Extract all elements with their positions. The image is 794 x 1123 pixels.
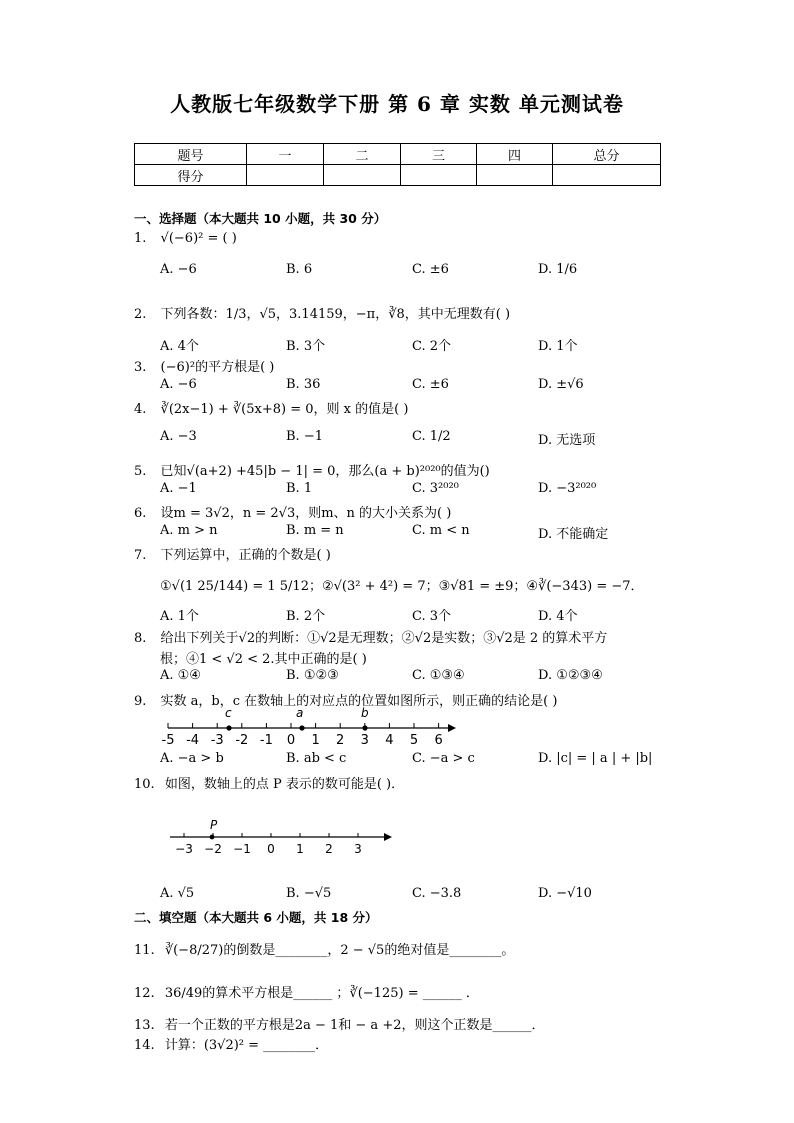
point-label-p: P <box>210 818 218 832</box>
score-header-cell: 二 <box>324 144 401 165</box>
option-b: B. 1 <box>286 481 313 496</box>
page-title: 人教版七年级数学下册 第 6 章 实数 单元测试卷 <box>170 92 624 116</box>
question-7-statements: ①√(1 25/144) = 1 5/12；②√(3² + 4²) = 7；③√81 = ±9；④∛(−343) = −7． <box>160 579 644 594</box>
point-label-a: a <box>296 706 304 720</box>
axis-tick-label: 6 <box>434 733 443 748</box>
option-d: D. 无选项 <box>538 433 596 448</box>
option-a: A. √5 <box>160 886 195 901</box>
score-header-cell: 总分 <box>553 144 661 165</box>
option-c: C. m < n <box>412 523 470 538</box>
arrow-icon <box>384 833 392 841</box>
question-text: 已知√(a+2) +45|b − 1| = 0，那么(a + b)²⁰²⁰的值为() <box>160 464 490 479</box>
number-line-figure-q10 <box>160 815 400 861</box>
question-number: 5. <box>134 464 147 479</box>
question-number: 10. <box>134 777 155 792</box>
axis-tick-label: 1 <box>296 842 304 856</box>
score-header-cell: 题号 <box>135 144 247 165</box>
axis-tick-label: −2 <box>204 842 222 856</box>
question-12 <box>134 982 479 1001</box>
question-10 <box>134 773 404 792</box>
score-cell <box>247 165 324 186</box>
axis-tick-label: -3 <box>210 733 224 748</box>
question-13 <box>134 1014 544 1033</box>
question-number: 9. <box>134 694 147 709</box>
option-d: D. ①②③④ <box>538 668 603 683</box>
axis-tick-label: 3 <box>360 733 369 748</box>
question-text: 给出下列关于√2的判断：①√2是无理数；②√2是实数；③√2是 2 的算术平方 <box>160 631 608 646</box>
score-table-header-row <box>135 144 661 165</box>
option-a: A. −a > b <box>160 751 224 766</box>
score-header-cell: 一 <box>247 144 324 165</box>
option-c: C. 3个 <box>412 609 452 624</box>
option-d: D. 1个 <box>538 339 578 354</box>
option-b: B. −1 <box>286 429 323 444</box>
question-text: ∛(2x−1) + ∛(5x+8) = 0，则 x 的值是( ) <box>160 402 409 417</box>
option-b: B. m = n <box>286 523 344 538</box>
option-b: B. ①②③ <box>286 668 339 683</box>
option-b: B. −√5 <box>286 886 332 901</box>
axis-tick-label: 3 <box>354 842 362 856</box>
option-b: B. 6 <box>286 262 313 277</box>
option-a: A. −1 <box>160 481 197 496</box>
axis-tick-label: -2 <box>235 733 249 748</box>
question-text: (−6)²的平方根是( ) <box>160 360 275 375</box>
option-a: A. −3 <box>160 429 197 444</box>
option-d: D. −√10 <box>538 886 592 901</box>
question-number: 7. <box>134 548 147 563</box>
question-text: 实数 a，b，c 在数轴上的对应点的位置如图所示，则正确的结论是( ) <box>160 694 558 709</box>
axis-tick-label: 2 <box>325 842 333 856</box>
question-text: 计算：(3√2)² = ________． <box>164 1038 329 1053</box>
question-8 <box>134 627 607 646</box>
question-4 <box>134 398 408 417</box>
option-c: C. ①③④ <box>412 668 465 683</box>
question-number: 4. <box>134 402 147 417</box>
option-c: C. 2个 <box>412 339 452 354</box>
point-label-b: b <box>361 706 369 720</box>
question-11 <box>134 939 514 958</box>
axis-tick-label: -5 <box>161 733 175 748</box>
question-1 <box>134 231 237 246</box>
option-a: A. 1个 <box>160 609 199 624</box>
question-number: 14. <box>134 1038 155 1053</box>
section-heading-choice: 一、选择题（本大题共 10 小题，共 30 分） <box>134 211 387 226</box>
question-text: 设m = 3√2，n = 2√3，则m、n 的大小关系为( ) <box>160 506 452 521</box>
option-b: B. ab < c <box>286 751 347 766</box>
question-number: 1. <box>134 231 147 246</box>
question-3 <box>134 356 274 375</box>
point-p-dot <box>210 835 215 840</box>
score-table <box>134 143 661 186</box>
question-number: 12. <box>134 986 155 1001</box>
option-a: A. ①④ <box>160 668 201 683</box>
option-a: A. −6 <box>160 377 197 392</box>
axis-tick-label: 1 <box>311 733 320 748</box>
option-a: A. −6 <box>160 262 197 277</box>
axis-tick-label: 4 <box>385 733 394 748</box>
option-c: C. 3²⁰²⁰ <box>412 481 459 496</box>
option-d: D. |c| = | a | + |b| <box>538 751 653 766</box>
axis-tick-label: 0 <box>286 733 296 748</box>
question-number: 6. <box>134 506 147 521</box>
option-c: C. ±6 <box>412 262 449 277</box>
score-cell <box>553 165 661 186</box>
axis-tick-label: 0 <box>267 842 275 856</box>
axis-tick-label: -1 <box>259 733 273 748</box>
option-d: D. 不能确定 <box>538 527 609 542</box>
option-b: B. 2个 <box>286 609 326 624</box>
score-cell <box>401 165 477 186</box>
axis-tick-label: −1 <box>233 842 251 856</box>
question-text: 如图，数轴上的点 P 表示的数可能是( )． <box>164 777 405 792</box>
question-8-line2: 根；④1 < √2 < 2.其中正确的是( ) <box>160 652 367 667</box>
score-table-row <box>135 165 661 186</box>
option-c: C. −3.8 <box>412 886 462 901</box>
option-d: D. −3²⁰²⁰ <box>538 481 597 496</box>
score-cell <box>477 165 553 186</box>
option-d: D. 4个 <box>538 609 578 624</box>
option-d: D. ±√6 <box>538 377 584 392</box>
point-c-dot <box>226 725 231 730</box>
axis-tick-label: −3 <box>175 842 193 856</box>
question-6 <box>134 502 451 521</box>
option-b: B. 3个 <box>286 339 326 354</box>
question-text: 36/49的算术平方根是______ ；∛(−125) = ______ ． <box>164 986 479 1001</box>
point-b-dot <box>362 725 367 730</box>
axis-tick-label: 5 <box>409 733 419 748</box>
option-c: C. −a > c <box>412 751 475 766</box>
score-header-cell: 四 <box>477 144 553 165</box>
question-7 <box>134 544 331 563</box>
option-d: D. 1/6 <box>538 262 578 277</box>
number-line-figure-q9 <box>150 703 470 749</box>
option-a: A. m > n <box>160 523 218 538</box>
question-number: 2. <box>134 307 147 322</box>
option-a: A. 4个 <box>160 339 199 354</box>
axis-tick-label: 2 <box>336 733 345 748</box>
question-number: 11. <box>134 943 155 958</box>
question-text: ∛(−8/27)的倒数是________，2 − √5的绝对值是________。 <box>164 943 515 958</box>
question-text: 下列运算中，正确的个数是( ) <box>160 548 331 563</box>
question-5 <box>134 460 490 479</box>
option-b: B. 36 <box>286 377 321 392</box>
question-number: 8. <box>134 631 147 646</box>
question-text: √(−6)² = ( ) <box>160 231 237 246</box>
axis-tick-label: -4 <box>186 733 200 748</box>
question-number: 3. <box>134 360 147 375</box>
score-header-cell: 三 <box>401 144 477 165</box>
option-c: C. 1/2 <box>412 429 451 444</box>
option-c: C. ±6 <box>412 377 449 392</box>
question-2 <box>134 303 510 322</box>
question-number: 13. <box>134 1018 155 1033</box>
score-row-label: 得分 <box>135 165 247 186</box>
point-a-dot <box>299 725 304 730</box>
score-cell <box>324 165 401 186</box>
arrow-icon <box>448 724 456 732</box>
section-heading-fill: 二、填空题（本大题共 6 小题，共 18 分） <box>134 910 378 925</box>
question-14 <box>134 1034 328 1053</box>
point-label-c: c <box>225 706 232 720</box>
question-text: 若一个正数的平方根是2a − 1和 − a +2，则这个正数是______． <box>164 1018 545 1033</box>
question-text: 下列各数：1/3，√5，3.14159，−π，∛8，其中无理数有( ) <box>160 307 511 322</box>
